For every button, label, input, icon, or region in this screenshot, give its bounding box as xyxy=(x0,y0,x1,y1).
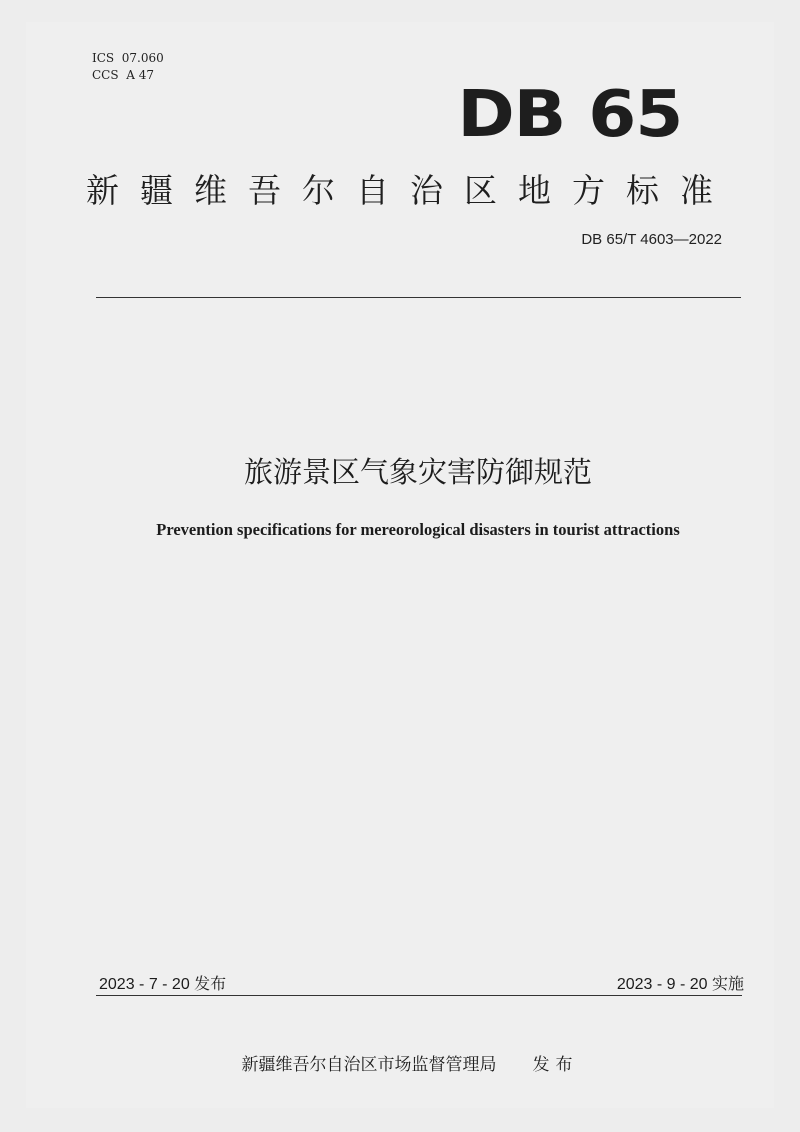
bottom-divider xyxy=(96,995,742,996)
standard-number: DB 65/T 4603—2022 xyxy=(581,231,722,248)
top-divider xyxy=(96,297,741,298)
issuing-authority xyxy=(0,1050,800,1075)
standard-category-title: 新疆维吾尔自治区地方标准 xyxy=(86,171,734,210)
ics-code: ICS 07.060 xyxy=(92,51,164,65)
document-title-zh: 旅游景区气象灾害防御规范 xyxy=(243,455,592,489)
issuer-name: 新疆维吾尔自治区市场监督管理局 xyxy=(241,1055,497,1075)
ccs-code: CCS A 47 xyxy=(92,68,154,82)
issue-date: 2023 - 7 - 20 发布 xyxy=(99,976,227,993)
db65-logo: DB 65 xyxy=(457,78,682,152)
implementation-date: 2023 - 9 - 20 实施 xyxy=(616,976,744,993)
issue-action: 发布 xyxy=(532,1055,579,1075)
document-title-en: Prevention specifications for mereorological disasters in tourist attractions xyxy=(156,520,680,539)
classification-codes xyxy=(92,50,164,84)
